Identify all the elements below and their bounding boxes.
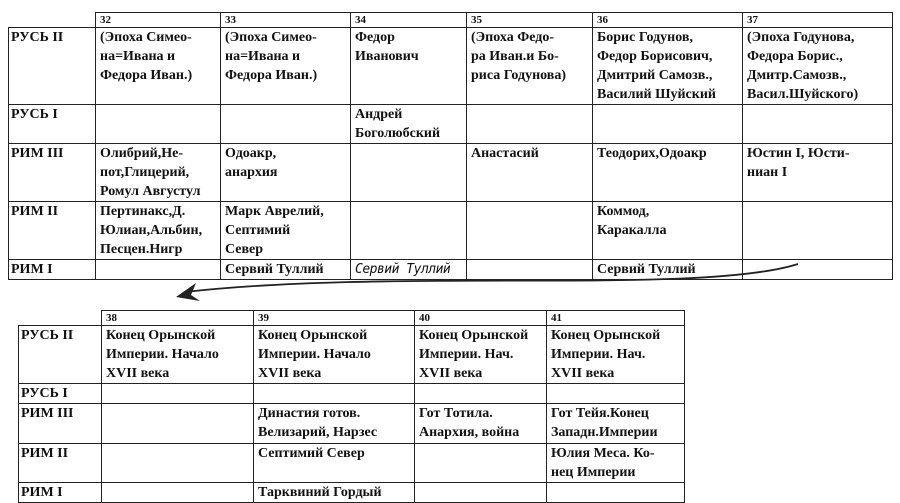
table-cell [547, 384, 685, 404]
column-number: 36 [593, 13, 743, 28]
cell-text: Сервий Туллий [355, 262, 451, 277]
table-cell [254, 384, 415, 404]
table-cell [254, 404, 415, 444]
bottom-chronology-table [18, 310, 685, 503]
column-number: 33 [221, 13, 351, 28]
cell-text: Династия готов. Велизарий, Нарзес [258, 406, 378, 440]
table-cell [547, 483, 685, 503]
row-label: РИМ I [19, 483, 102, 503]
cell-text: Олибрий,Не- пот,Глицерий, Ромул Августул [100, 146, 201, 199]
column-number: 32 [96, 13, 221, 28]
table-cell [547, 444, 685, 483]
corner-cell [19, 311, 102, 326]
row-label: РУСЬ I [9, 105, 96, 144]
cell-text: Федор Иванович [355, 30, 419, 64]
cell-text: Конец Орынской Империи. Нач. XVII века [551, 328, 661, 381]
table-cell [254, 326, 415, 384]
table-cell [547, 326, 685, 384]
table-cell [102, 404, 254, 444]
table-row [19, 444, 685, 483]
cell-text: Септимий Север [258, 446, 365, 461]
table-row [19, 404, 685, 444]
cell-text: Одоакр, анархия [225, 146, 278, 180]
cell-text: Гот Тотила. Анархия, война [419, 406, 520, 440]
column-number: 39 [254, 311, 415, 326]
cell-text: Анастасий [471, 146, 539, 161]
table-cell [254, 483, 415, 503]
cell-text: Конец Орынской Империи. Нач. XVII века [419, 328, 529, 381]
table-cell [102, 326, 254, 384]
column-number: 41 [547, 311, 685, 326]
cell-text: (Эпоха Федо- ра Иван.и Бо- риса Годунова) [471, 30, 567, 83]
column-number: 35 [467, 13, 593, 28]
cell-text: Борис Годунов, Федор Борисович, Дмитрий Самозв., Василий Шуйский [597, 30, 716, 102]
table-cell [254, 444, 415, 483]
cell-text: Юлия Меса. Ко- нец Империи [551, 446, 655, 480]
row-label: РИМ III [19, 404, 102, 444]
table-cell [415, 404, 547, 444]
cell-text: Конец Орынской Империи. Начало XVII века [258, 328, 371, 381]
column-number: 38 [102, 311, 254, 326]
row-label: РИМ I [9, 260, 96, 280]
table-row [19, 326, 685, 384]
row-label: РИМ II [19, 444, 102, 483]
table-cell [102, 483, 254, 503]
arrow-head-icon [176, 283, 200, 301]
column-number: 40 [415, 311, 547, 326]
table-cell [102, 384, 254, 404]
table-row [19, 483, 685, 503]
table-cell [415, 384, 547, 404]
cell-text: (Эпоха Симео- на=Ивана и Федора Иван.) [225, 30, 318, 83]
table-cell [547, 404, 685, 444]
cell-text: (Эпоха Симео- на=Ивана и Федора Иван.) [100, 30, 193, 83]
table-cell [415, 483, 547, 503]
cell-text: Тарквиний Гордый [258, 485, 382, 500]
cell-text: Гот Тейя.Конец Западн.Империи [551, 406, 658, 440]
row-label: РИМ II [9, 202, 96, 260]
cell-text: Теодорих,Одоакр [597, 146, 707, 161]
cell-text: Андрей Боголюбский [355, 107, 441, 141]
cell-text: Марк Аврелий, Септимий Север [225, 204, 324, 257]
cell-text: (Эпоха Годунова, Федора Борис., Дмитр.Самозв., Васил.Шуйского) [747, 30, 859, 102]
table-cell [415, 444, 547, 483]
row-label: РУСЬ I [19, 384, 102, 404]
cell-text: Юстин I, Юсти- ниан I [747, 146, 850, 180]
cell-text: Сервий Туллий [597, 262, 696, 277]
cell-text: Пертинакс,Д. Юлиан,Альбин, Песцен.Нигр [100, 204, 203, 257]
number-row [19, 311, 685, 326]
cell-text: Коммод, Каракалла [597, 204, 667, 238]
arrow-curve [185, 264, 798, 292]
row-label: РУСЬ II [19, 326, 102, 384]
cell-text: Конец Орынской Империи. Начало XVII века [106, 328, 219, 381]
table-cell [415, 326, 547, 384]
row-label: РУСЬ II [9, 28, 96, 105]
column-number: 37 [743, 13, 893, 28]
table-row [19, 384, 685, 404]
column-number: 34 [351, 13, 467, 28]
row-label: РИМ III [9, 144, 96, 202]
cell-text: Сервий Туллий [225, 262, 324, 277]
table-cell [102, 444, 254, 483]
